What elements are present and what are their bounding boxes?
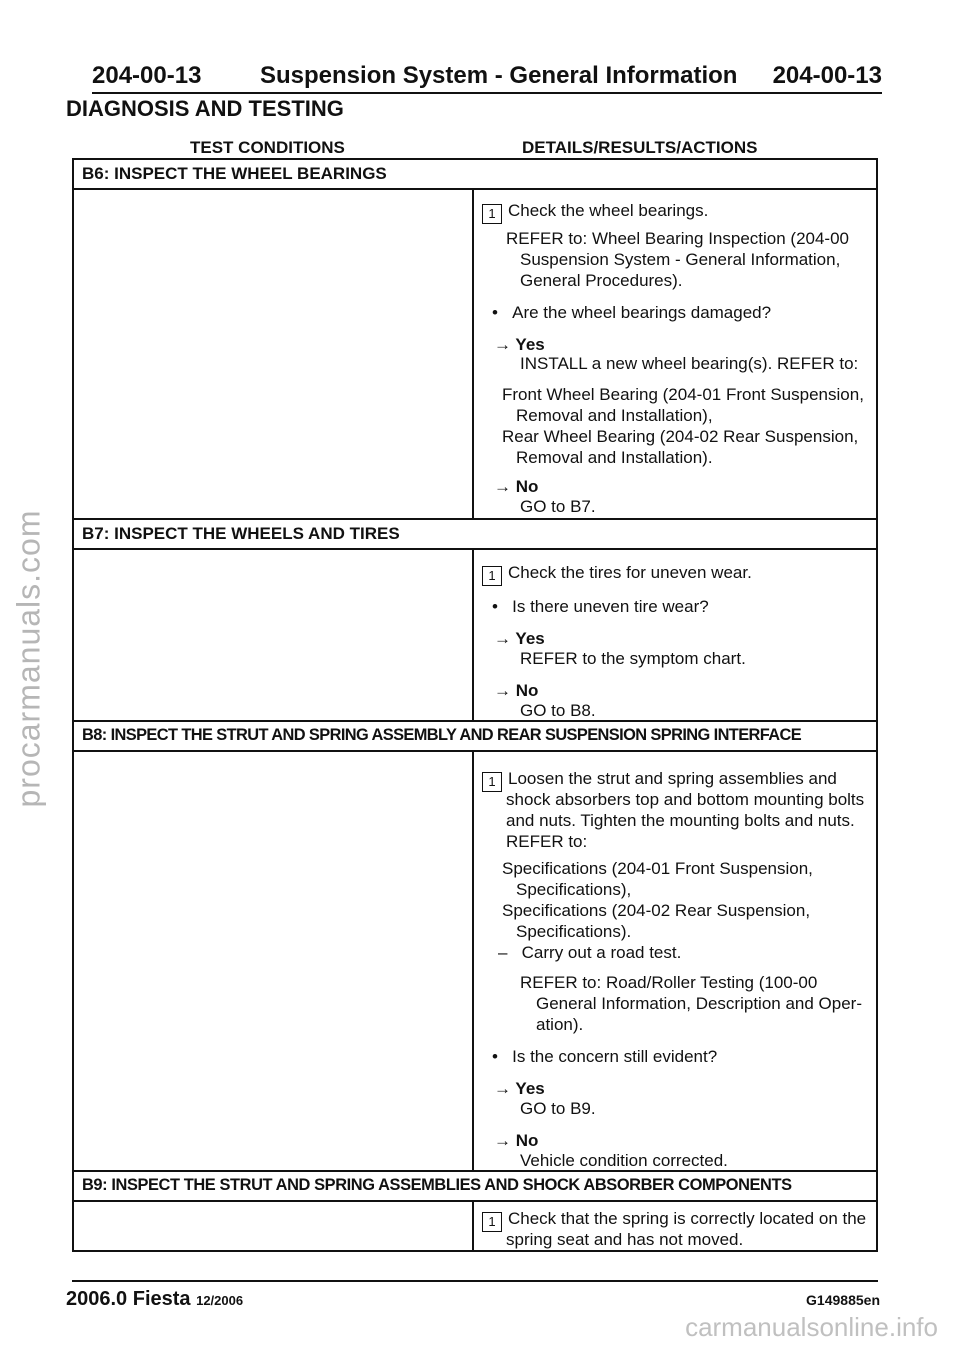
arrow-icon: → <box>494 1131 511 1150</box>
b8-step-line-2: shock absorbers top and bottom mounting bolts <box>506 790 865 809</box>
header-title: Suspension System - General Information <box>260 62 738 89</box>
diagnostic-table <box>72 158 878 1252</box>
column-divider <box>472 190 474 518</box>
bullet-icon: • <box>492 597 498 616</box>
b6-yes-action: INSTALL a new wheel bearing(s). REFER to: <box>520 354 859 373</box>
watermark-bottom: carmanualsonline.info <box>685 1312 938 1342</box>
b8-step-line-1: 1 Loosen the strut and spring assemblies and <box>482 768 837 792</box>
arrow-icon: → <box>494 477 511 496</box>
b8-spec-rear-1: Specifications (204-02 Rear Suspension, <box>502 901 811 920</box>
b8-yes-label: → Yes <box>494 1079 545 1098</box>
b8-no-action: Vehicle condition corrected. <box>520 1151 728 1170</box>
section-title: DIAGNOSIS AND TESTING <box>66 96 344 121</box>
header-right-code: 204-00-13 <box>772 62 882 89</box>
column-divider <box>472 550 474 720</box>
bullet-icon: • <box>492 303 498 322</box>
b6-ref-rear-2: Removal and Installation). <box>516 448 713 467</box>
step-number-box: 1 <box>482 566 502 586</box>
arrow-icon: → <box>494 335 511 354</box>
b8-step-line-4: REFER to: <box>506 832 588 851</box>
b8-no-label: → No <box>494 1131 539 1150</box>
b8-refer-line-1: REFER to: Road/Roller Testing (100-00 <box>520 973 818 992</box>
arrow-icon: → <box>494 1079 511 1098</box>
footer-date: 12/2006 <box>196 1293 244 1308</box>
b7-title: B7: INSPECT THE WHEELS AND TIRES <box>74 520 876 550</box>
footer-code: G149885en <box>806 1292 880 1308</box>
b6-yes-label: → Yes <box>494 335 545 354</box>
b8-yes-action: GO to B9. <box>520 1099 596 1118</box>
header-left-code: 204-00-13 <box>92 62 202 89</box>
b9-step-line-2: spring seat and has not moved. <box>506 1230 744 1249</box>
step-number-box: 1 <box>482 1212 502 1232</box>
b8-road-test: – Carry out a road test. <box>498 943 682 962</box>
b8-title: B8: INSPECT THE STRUT AND SPRING ASSEMBLY AND REAR SUSPENSION SPRING INTERFACE <box>74 722 876 752</box>
page-header <box>92 62 882 94</box>
b6-no-action: GO to B7. <box>520 497 596 516</box>
b7-no-label: → No <box>494 681 539 700</box>
arrow-icon: → <box>494 681 511 700</box>
step-number-box: 1 <box>482 772 502 792</box>
column-divider <box>472 1202 474 1250</box>
b8-question: • Is the concern still evident? <box>492 1047 718 1066</box>
b8-spec-front-1: Specifications (204-01 Front Suspension, <box>502 859 813 878</box>
b6-refer-line-1: REFER to: Wheel Bearing Inspection (204-00 <box>506 229 850 248</box>
b6-step: 1 Check the wheel bearings. <box>482 200 708 224</box>
bullet-icon: • <box>492 1047 498 1066</box>
footer-model: 2006.0 Fiesta 12/2006 <box>66 1288 244 1310</box>
b8-refer-line-3: ation). <box>536 1015 584 1034</box>
b8-spec-front-2: Specifications), <box>516 880 632 899</box>
b6-refer-line-2: Suspension System - General Information, <box>520 250 841 269</box>
b8-step-line-3: and nuts. Tighten the mounting bolts and nuts. <box>506 811 855 830</box>
column-header-details: DETAILS/RESULTS/ACTIONS <box>522 138 758 157</box>
b7-question: • Is there uneven tire wear? <box>492 597 709 616</box>
column-divider <box>472 752 474 1170</box>
column-header-test-conditions: TEST CONDITIONS <box>190 138 345 157</box>
b6-no-label: → No <box>494 477 539 496</box>
b7-no-action: GO to B8. <box>520 701 596 720</box>
footer-rule <box>72 1280 878 1282</box>
watermark-left: procarmanuals.com <box>10 509 47 808</box>
b7-step: 1 Check the tires for uneven wear. <box>482 562 752 586</box>
b7-yes-label: → Yes <box>494 629 545 648</box>
b6-refer-line-3: General Procedures). <box>520 271 683 290</box>
step-number-box: 1 <box>482 204 502 224</box>
arrow-icon: → <box>494 629 511 648</box>
b6-ref-rear-1: Rear Wheel Bearing (204-02 Rear Suspension, <box>502 427 859 446</box>
b7-yes-action: REFER to the symptom chart. <box>520 649 746 668</box>
b6-question: • Are the wheel bearings damaged? <box>492 303 772 322</box>
b9-title: B9: INSPECT THE STRUT AND SPRING ASSEMBLIES AND SHOCK ABSORBER COMPONENTS <box>74 1172 876 1202</box>
b6-ref-front-2: Removal and Installation), <box>516 406 713 425</box>
b8-refer-line-2: General Information, Description and Oper- <box>536 994 862 1013</box>
b9-step-line-1: 1 Check that the spring is correctly located on the <box>482 1208 866 1232</box>
b8-spec-rear-2: Specifications). <box>516 922 632 941</box>
b6-ref-front-1: Front Wheel Bearing (204-01 Front Suspension, <box>502 385 864 404</box>
b6-title: B6: INSPECT THE WHEEL BEARINGS <box>74 160 876 190</box>
